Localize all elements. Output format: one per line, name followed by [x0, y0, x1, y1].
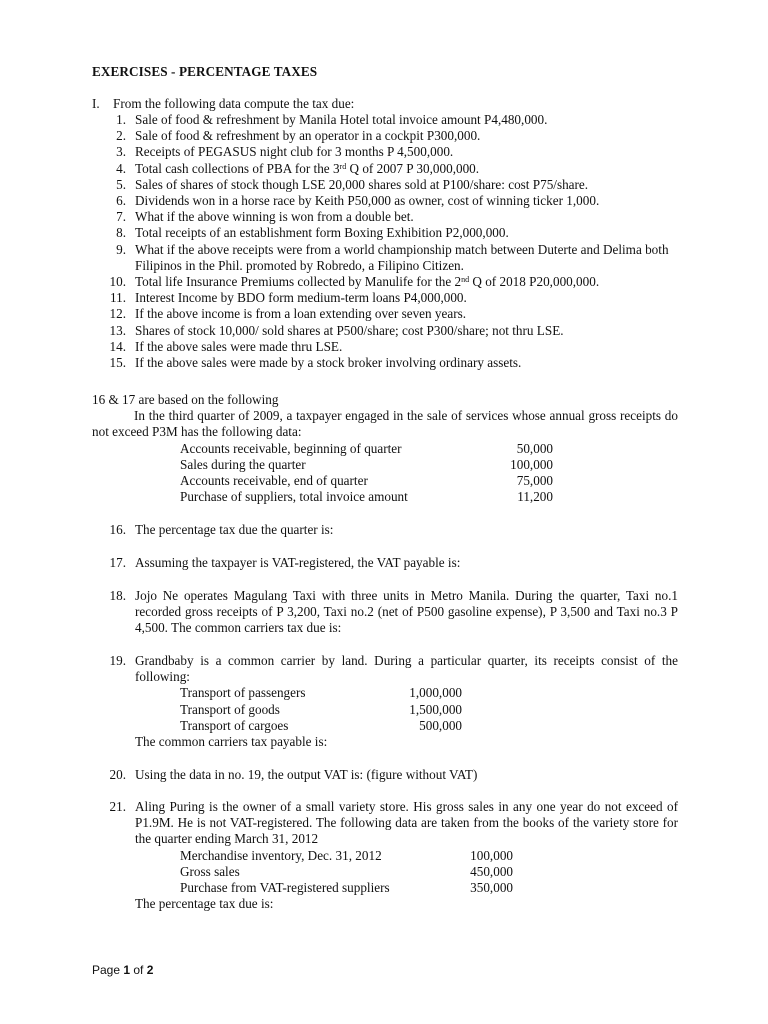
question-text: Jojo Ne operates Magulang Taxi with three units in Metro Manila. During the quarter, Taxi no.1 recorded gross receipts of P 3,200, Taxi no.2 (net of P500 gasoline expense), P 3,500 and Taxi no.3 P 4,500. The common carriers tax due is: [135, 588, 678, 636]
table-row [180, 848, 513, 864]
item-text: Q of 2018 P20,000,000. [469, 274, 600, 290]
page-footer [92, 962, 153, 978]
question-text: The percentage tax due the quarter is: [135, 522, 334, 537]
item-text: Shares of stock 10,000/ sold shares at P500/share; cost P300/share; not thru LSE. [135, 322, 564, 338]
item-text: What if the above receipts were from a world championship match between Duterte and Delima both Filipinos in the Phil. promoted by Robredo, a Filipino Citizen. [135, 241, 669, 273]
footer-current-page: 1 [123, 963, 131, 977]
item-number: 11. [110, 290, 126, 306]
table-row [180, 441, 553, 457]
item-number: 2. [116, 128, 126, 144]
data-table [180, 848, 513, 897]
row-label: Transport of cargoes [180, 717, 289, 733]
row-value: 100,000 [510, 456, 553, 472]
row-label: Purchase of suppliers, total invoice amount [180, 489, 408, 505]
item-number: 10. [109, 274, 126, 290]
list-item [92, 339, 675, 355]
list-item [92, 144, 675, 160]
table-row [180, 489, 553, 505]
question-closing: The common carriers tax payable is: [135, 734, 328, 750]
question-number: 20. [109, 767, 126, 782]
row-value: 75,000 [516, 473, 553, 489]
question-closing: The percentage tax due is: [135, 896, 274, 912]
question-number: 21. [109, 799, 126, 814]
question-text: Assuming the taxpayer is VAT-registered, the VAT payable is: [135, 555, 461, 570]
item-text: If the above income is from a loan extending over seven years. [135, 306, 467, 322]
section-1-numeral: I. [92, 96, 100, 111]
page-title: EXERCISES - PERCENTAGE TAXES [92, 64, 318, 79]
list-item [92, 274, 675, 290]
exercise-list [92, 112, 675, 371]
list-item [92, 128, 675, 144]
row-label: Accounts receivable, beginning of quarter [180, 440, 402, 456]
item-text: Sale of food & refreshment by an operator in a cockpit P300,000. [135, 128, 481, 144]
item-number: 7. [116, 209, 126, 225]
row-label: Gross sales [180, 863, 240, 879]
item-text: Sales of shares of stock though LSE 20,000 shares sold at P100/share: cost P75/share. [135, 176, 589, 192]
question-16 [92, 522, 678, 538]
row-value: 50,000 [516, 440, 553, 456]
question-body [135, 653, 678, 750]
table-row [180, 473, 553, 489]
item-number: 14. [109, 338, 126, 354]
item-number: 1. [116, 112, 126, 127]
data-table [180, 685, 462, 734]
row-value: 500,000 [419, 717, 462, 733]
list-item [92, 193, 675, 209]
row-value: 450,000 [470, 863, 513, 879]
question-number: 18. [109, 588, 126, 603]
question-21 [92, 799, 678, 912]
item-number: 5. [116, 176, 126, 192]
list-item [92, 161, 675, 177]
table-row [180, 685, 462, 701]
question-19 [92, 653, 678, 750]
item-number: 3. [116, 144, 126, 160]
list-item [92, 355, 675, 371]
row-label: Merchandise inventory, Dec. 31, 2012 [180, 847, 382, 863]
row-value: 350,000 [470, 880, 513, 896]
question-text: Using the data in no. 19, the output VAT is: (figure without VAT) [135, 767, 478, 782]
item-text: Interest Income by BDO form medium-term loans P4,000,000. [135, 290, 467, 306]
row-label: Sales during the quarter [180, 456, 306, 472]
item-number: 12. [109, 306, 126, 322]
section-header: 16 & 17 are based on the following [92, 392, 279, 407]
section-16-17-data [92, 392, 678, 505]
list-item [92, 290, 675, 306]
row-label: Transport of passengers [180, 685, 306, 701]
question-number: 19. [109, 653, 126, 668]
question-18 [92, 588, 678, 637]
item-number: 13. [109, 322, 126, 338]
row-value: 1,500,000 [409, 701, 462, 717]
row-value: 100,000 [470, 847, 513, 863]
list-item [92, 112, 675, 128]
question-number: 17. [109, 555, 126, 570]
item-number: 8. [116, 225, 126, 241]
list-item [92, 242, 675, 274]
row-label: Purchase from VAT-registered suppliers [180, 880, 390, 896]
question-number: 16. [109, 522, 126, 537]
table-row [180, 457, 553, 473]
item-text: Total cash collections of PBA for the 3 [135, 160, 340, 176]
table-row [180, 718, 462, 734]
list-item [92, 225, 675, 241]
table-row [180, 702, 462, 718]
table-row [180, 880, 513, 896]
section-1-intro: From the following data compute the tax due: [113, 96, 355, 111]
list-item [92, 306, 675, 322]
footer-prefix: Page [92, 963, 124, 977]
row-label: Transport of goods [180, 701, 280, 717]
item-text: What if the above winning is won from a double bet. [135, 209, 414, 225]
item-number: 15. [109, 355, 126, 371]
question-body [135, 799, 678, 912]
section-paragraph: In the third quarter of 2009, a taxpayer engaged in the sale of services whose annual gross receipts do not exceed P3M has the following data: [92, 408, 678, 440]
list-item [92, 177, 675, 193]
item-number: 9. [116, 241, 126, 257]
footer-total-pages: 2 [146, 963, 154, 977]
list-item [92, 209, 675, 225]
item-text: Sale of food & refreshment by Manila Hotel total invoice amount P4,480,000. [135, 112, 548, 127]
item-text: Total life Insurance Premiums collected by Manulife for the 2 [135, 274, 462, 290]
ordinal-suffix: nd [461, 275, 470, 285]
row-value: 1,000,000 [409, 685, 462, 701]
question-text: Aling Puring is the owner of a small variety store. His gross sales in any one year do not exceed of P1.9M. He is not VAT-registered. The following data are taken from the books of the variety store for the quarter ending March 31, 2012 [135, 799, 678, 847]
ordinal-suffix: rd [339, 161, 347, 171]
item-number: 6. [116, 193, 126, 209]
item-text: Q of 2007 P 30,000,000. [346, 160, 480, 176]
table-row [180, 864, 513, 880]
item-number: 4. [116, 160, 126, 176]
data-table [180, 441, 553, 506]
row-value: 11,200 [517, 489, 553, 505]
question-17 [92, 555, 678, 571]
list-item [92, 323, 675, 339]
item-text: Total receipts of an establishment form Boxing Exhibition P2,000,000. [135, 225, 509, 241]
item-text: Dividends won in a horse race by Keith P50,000 as owner, cost of winning ticker 1,000. [135, 193, 600, 209]
question-text: Grandbaby is a common carrier by land. During a particular quarter, its receipts consist of the following: [135, 653, 678, 685]
item-text: If the above sales were made by a stock broker involving ordinary assets. [135, 355, 522, 371]
item-text: Receipts of PEGASUS night club for 3 months P 4,500,000. [135, 144, 454, 160]
row-label: Accounts receivable, end of quarter [180, 473, 368, 489]
item-text: If the above sales were made thru LSE. [135, 338, 343, 354]
question-20 [92, 767, 678, 783]
footer-separator: of [130, 963, 147, 977]
